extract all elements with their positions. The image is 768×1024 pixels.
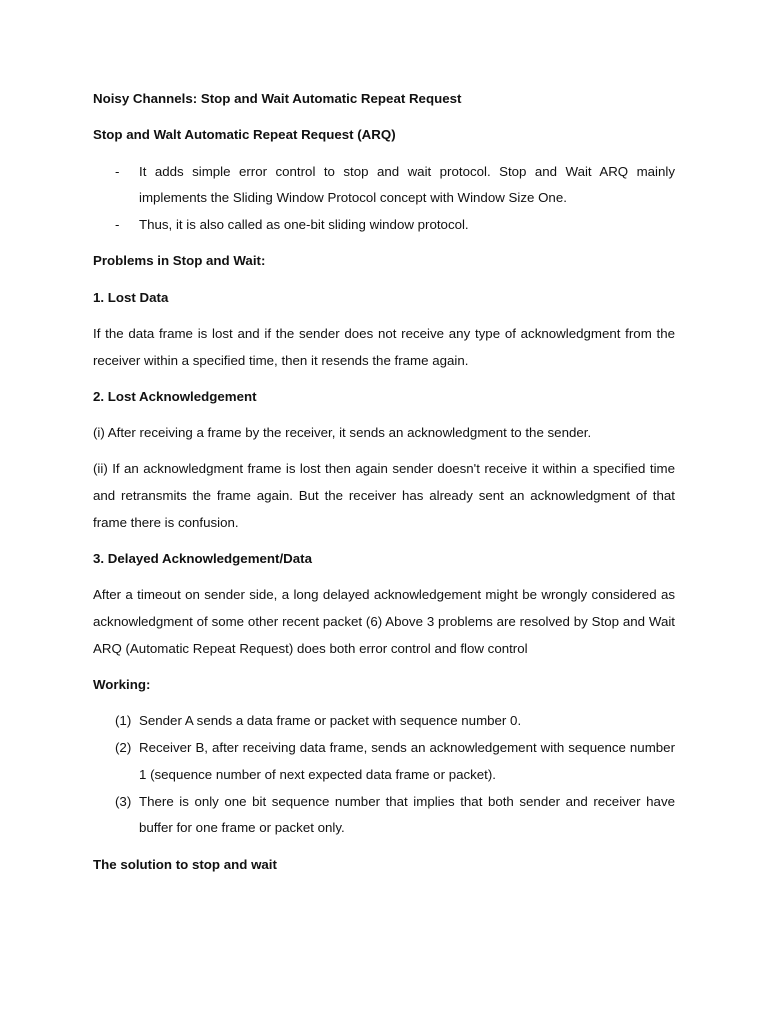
- section-heading-arq: Stop and Walt Automatic Repeat Request (ARQ): [93, 127, 396, 143]
- paragraph-delayed: After a timeout on sender side, a long delayed acknowledgement might be wrongly considered as acknowledgment of some other recent packet (6) Above 3 problems are resolved by Stop and Wait ARQ (Automatic Repeat Request) does both error control and flow control: [93, 587, 675, 656]
- subheading-lost-data: 1. Lost Data: [93, 289, 169, 305]
- document-body: [93, 86, 675, 888]
- step-number: (1): [115, 713, 132, 729]
- list-item-text: There is only one bit sequence number that implies that both sender and receiver have buffer for one frame or packet only.: [139, 793, 675, 836]
- subheading-lost-ack: 2. Lost Acknowledgement: [93, 388, 257, 404]
- bullet-marker: -: [115, 163, 120, 179]
- document-title: Noisy Channels: Stop and Wait Automatic Repeat Request: [93, 91, 462, 106]
- subheading-delayed: 3. Delayed Acknowledgement/Data: [93, 551, 312, 567]
- working-steps-list: [93, 708, 675, 842]
- step-number: (3): [115, 793, 132, 809]
- bullet-marker: -: [115, 217, 120, 232]
- list-item-text: Sender A sends a data frame or packet with sequence number 0.: [139, 713, 522, 729]
- section-heading-solution: The solution to stop and wait: [93, 856, 277, 872]
- list-item: [93, 159, 675, 212]
- paragraph-lost-ack-1: (i) After receiving a frame by the receiver, it sends an acknowledgment to the sender.: [93, 425, 592, 441]
- list-item-text: Thus, it is also called as one-bit sliding window protocol.: [139, 217, 469, 232]
- list-item: [93, 212, 675, 239]
- list-item-text: It adds simple error control to stop and wait protocol. Stop and Wait ARQ mainly implements the Sliding Window Protocol concept with Window Size One.: [139, 163, 675, 206]
- list-item-text: Receiver B, after receiving data frame, sends an acknowledgement with sequence number 1 (sequence number of next expected data frame or packet).: [139, 740, 675, 782]
- list-item: [93, 735, 675, 788]
- section-heading-problems: Problems in Stop and Wait:: [93, 253, 266, 269]
- list-item: [93, 708, 675, 735]
- list-item: [93, 789, 675, 842]
- paragraph-lost-data: If the data frame is lost and if the sender does not receive any type of acknowledgment from the receiver within a specified time, then it resends the frame again.: [93, 325, 675, 368]
- section-heading-working: Working:: [93, 677, 151, 693]
- step-number: (2): [115, 740, 132, 756]
- intro-bullet-list: [93, 159, 675, 239]
- paragraph-lost-ack-2: (ii) If an acknowledgment frame is lost then again sender doesn't receive it within a specified time and retransmits the frame again. But the receiver has already sent an acknowledgment of that frame there is confusion.: [93, 461, 675, 530]
